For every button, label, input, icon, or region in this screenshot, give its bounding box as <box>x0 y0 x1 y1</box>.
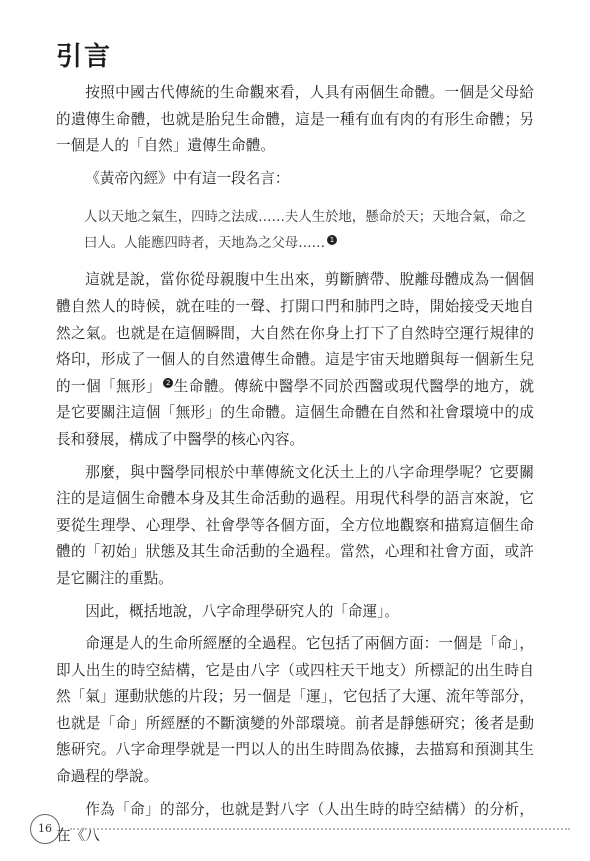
block-quote <box>56 205 534 257</box>
paragraph-3-part-1: 這就是說，當你從母親腹中生出來，剪斷臍帶、脫離母體成為一個個體自然人的時候，就在哇的一聲、打開口門和肺門之時，開始接受天地自然之氣。也就是在這個瞬間，大自然在你身上打下了自然時空運行規律的烙印，形成了一個人的自然遺傳生命體。這是宇宙天地贈與每一個新生兒的一個「無形」 <box>56 271 534 395</box>
paragraph-6: 命運是人的生命所經歷的全過程。它包括了兩個方面：一個是「命」，即人出生的時空結構，它是由八字（或四柱天干地支）所標記的出生時自然「氣」運動狀態的片段；另一個是「運」，它包括了大運、流年等部分，也就是「命」所經歷的不斷演變的外部環境。前者是靜態研究；後者是動態研究。八字命理學就是一門以人的出生時間為依據，去描寫和預測其生命過程的學說。 <box>56 635 534 786</box>
paragraph-4: 那麼，與中醫學同根於中華傳統文化沃土上的八字命理學呢？它要關注的是這個生命體本身及其生命活動的過程。用現代科學的語言來說，它要從生理學、心理學、社會學等各個方面，全方位地觀察和描寫這個生命體的「初始」狀態及其生命活動的全過程。當然，心理和社會方面，或許是它關注的重點。 <box>56 463 534 587</box>
paragraph-3-part-2: 生命體。傳統中醫學不同於西醫或現代醫學的地方，就是它要關注這個「無形」的生命體。這個生命體在自然和社會環境中的成長和發展，構成了中醫學的核心內容。 <box>56 377 534 448</box>
paragraph-7: 作為「命」的部分，也就是對八字（人出生時的時空結構）的分析，在《八 <box>56 800 534 845</box>
body-text <box>56 80 534 850</box>
paragraph-2: 《黃帝內經》中有這一段名言： <box>85 169 290 187</box>
paragraph-5: 因此，概括地說，八字命理學研究人的「命運」。 <box>85 602 399 620</box>
paragraph-1: 按照中國古代傳統的生命觀來看，人具有兩個生命體。一個是父母給的遺傳生命體，也就是胎兒生命體，這是一種有血有肉的有形生命體；另一個是人的「自然」遺傳生命體。 <box>56 84 534 155</box>
footnote-marker-2[interactable]: 2 <box>163 378 173 388</box>
page-number: 16 <box>30 814 60 844</box>
page-footer <box>30 814 570 844</box>
chapter-title: 引言 <box>56 42 113 72</box>
dotted-rule <box>70 828 570 830</box>
footnote-marker-1[interactable]: 1 <box>327 235 337 245</box>
quote-text: 人以天地之氣生，四時之法成……夫人生於地，懸命於天；天地合氣，命之曰人。人能應四時者，天地為之父母…… <box>84 210 526 252</box>
paragraph-3 <box>56 267 534 453</box>
